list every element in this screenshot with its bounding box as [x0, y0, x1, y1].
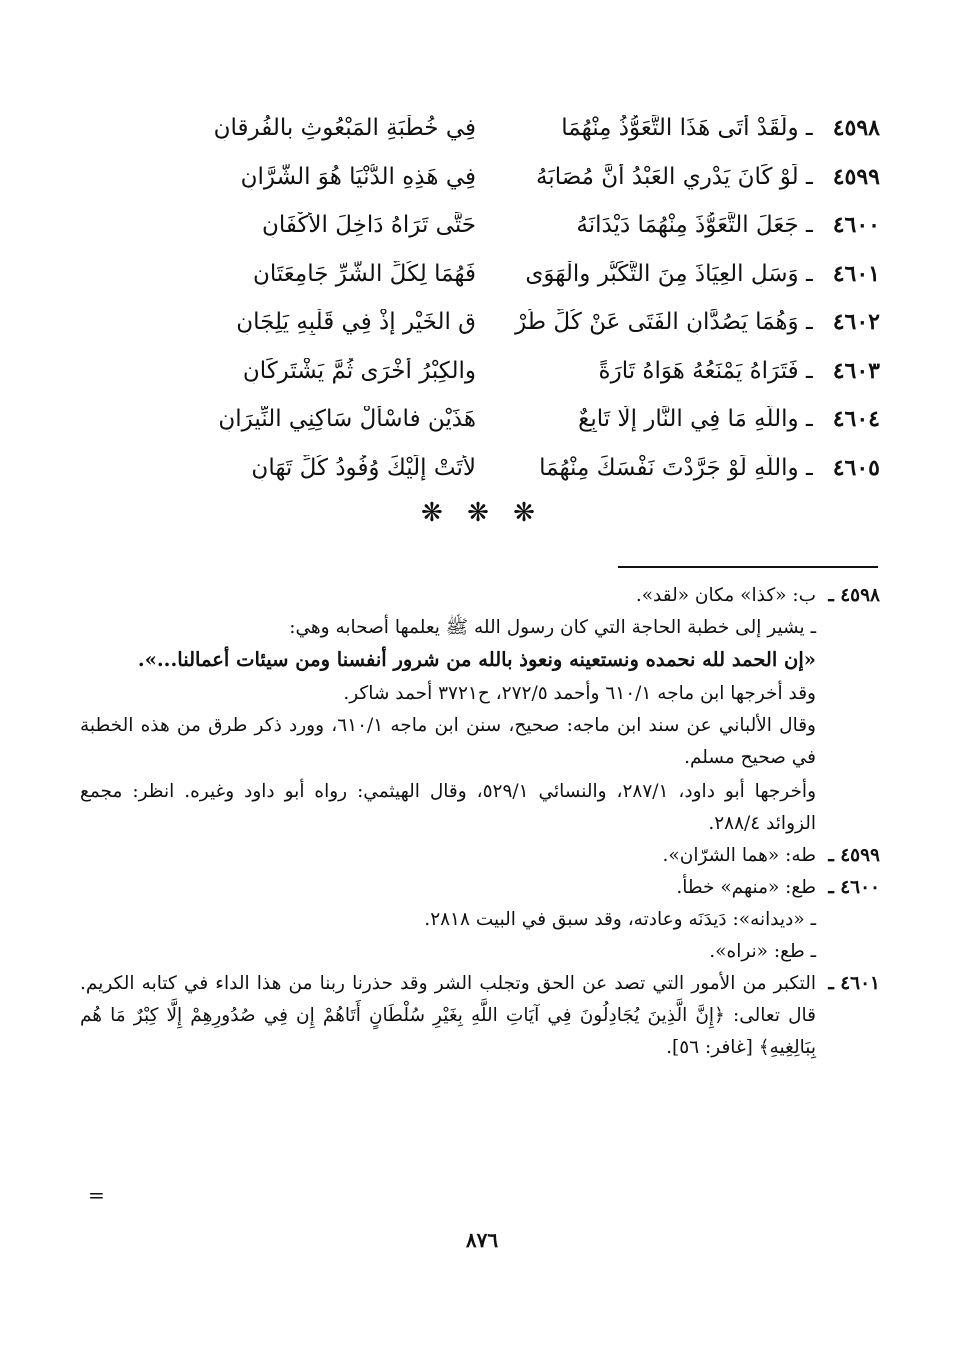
verse-second-hemistich: فِي خُطْبَةِ المَبْعُوثِ بالفُرقانِ: [213, 115, 476, 142]
footnote-subnote: ـ طع: «نراه».: [709, 941, 816, 962]
verse-line: [80, 201, 880, 250]
footnote-text: وقد أخرجها ابن ماجه ٦١٠/١ وأحمد ٢٧٢/٥، ح٣٧٢١ أحمد شاكر.: [343, 683, 816, 704]
footnote-text: وأخرجها أبو داود، ٢٨٧/١، والنسائي ٥٢٩/١، وقال الهيثمي: رواه أبو داود وغيره. انظر: مجمع الزوائد ٢٨٨/٤.: [80, 781, 817, 834]
footnote-text: ب: «كذا» مكان «لقد».: [635, 585, 816, 606]
verse-number: ٤٦٠٠: [832, 212, 880, 239]
verse-first-hemistich: ـ وَهُمَا يَصُدَّانِ الفَتَى عَنْ كُلِّ طُرْ: [515, 309, 813, 336]
verse-first-hemistich: ـ جَعَلَ التَّعَوُّذَ مِنْهُمَا دَيْدَانَهُ: [576, 212, 813, 239]
verse-second-hemistich: والكِبْرُ أُخْرَى ثُمَّ يَشْتَرِكَانِ: [242, 357, 476, 384]
verse-line: [80, 395, 880, 444]
footnote-text: ـ يشير إلى خطبة الحاجة التي كان رسول الله ﷺ يعلمها أصحابه وهي:: [289, 617, 816, 638]
verse-list: [80, 104, 880, 492]
footnote-4599: [80, 840, 880, 872]
page-number: ٨٧٦: [465, 1228, 499, 1252]
verse-first-hemistich: ـ لَوْ كَانَ يَدْرِي العَبْدُ أَنَّ مُصَابَهُ: [535, 163, 813, 190]
verse-number: ٤٦٠٥: [832, 454, 880, 481]
footnote-subnote: ـ «ديدانه»: دَيدَنَه وعادته، وقد سبق في البيت ٢٨١٨.: [424, 909, 816, 930]
footnote-number: ٤٥٩٨ ـ: [828, 585, 880, 606]
footnote-text: وقال الألباني عن سند ابن ماجه: صحيح، سنن ابن ماجه ٦١٠/١، وورد ذكر طرق من هذه الخطبة في صحيح مسلم.: [80, 715, 816, 768]
continuation-mark: =: [88, 1183, 105, 1207]
verse-second-hemistich: فَهُمَا لِكُلِّ الشَّرِّ جَامِعَتَانِ: [252, 260, 476, 287]
footnote-divider: [618, 566, 878, 568]
verse-first-hemistich: ـ ولَقَدْ أَتَى هَذَا التَّعَوُّذُ مِنْهُمَا: [561, 115, 813, 142]
verse-number: ٤٦٠١: [832, 260, 880, 287]
verse-second-hemistich: فِي هَذِهِ الدُّنْيَا هُوَ الشَّرَّانِ: [240, 163, 476, 190]
footnote-number: ٤٦٠٠ ـ: [828, 877, 880, 898]
verse-first-hemistich: ـ واللّهِ مَا فِي النَّارِ إِلَّا تَابِعٌ: [578, 406, 813, 433]
verse-second-hemistich: قِ الخَيْرِ إِذْ فِي قَلْبِهِ يَلِجَانِ: [236, 309, 476, 336]
verse-number: ٤٦٠٢: [832, 309, 880, 336]
verse-line: [80, 298, 880, 347]
footnote-text: التكبر من الأمور التي تصد عن الحق وتجلب الشر وقد حذرنا ربنا من هذا الداء في كتابه الكريم. قال تعالى: ﴿إِنَّ الَّذِينَ يُجَادِلُونَ فِي آيَاتِ اللَّهِ بِغَيْرِ سُلْطَانٍ أَتَاهُمْ إِن فِي صُدُورِهِمْ إِلَّا كِبْرٌ مَا هُم بِبَالِغِيهِ﴾ [غافر: ٥٦].: [80, 973, 816, 1058]
verse-number: ٤٦٠٤: [832, 406, 880, 433]
verse-line: [80, 444, 880, 493]
verse-first-hemistich: ـ وَسَلِ العِيَاذَ مِنَ التَّكَبُّرِ والْهَوَى: [525, 260, 813, 287]
footnote-text: طع: «منهم» خطأ.: [676, 877, 816, 898]
verse-first-hemistich: ـ فَتَرَاهُ يَمْنَعُهُ هَوَاهُ تَارَةً: [598, 357, 813, 384]
footnotes: [80, 580, 880, 1064]
verse-line: [80, 250, 880, 299]
section-separator-stars: ❋ ❋ ❋: [421, 498, 543, 528]
footnote-4600: [80, 872, 880, 968]
verse-line: [80, 153, 880, 202]
verse-first-hemistich: ـ واللّهِ لَوْ جَرَّدْتَ نَفْسَكَ مِنْهُمَا: [539, 454, 813, 481]
verse-second-hemistich: لأَتَتْ إِلَيْكَ وُفُودُ كُلِّ تَهَانِ: [251, 454, 476, 481]
hadith-quote: «إن الحمد لله نحمده ونستعينه ونعوذ بالله من شرور أنفسنا ومن سيئات أعمالنا...».: [137, 648, 816, 671]
verse-second-hemistich: حَتَّى تَرَاهُ دَاخِلَ الأَكْفَانِ: [261, 212, 476, 239]
verse-second-hemistich: هَذَيْنِ فاسْأَلْ سَاكِنِي النِّيرَانِ: [218, 406, 476, 433]
verse-number: ٤٥٩٩: [832, 163, 880, 190]
footnote-number: ٤٥٩٩ ـ: [828, 845, 880, 866]
footnote-4601: [80, 968, 880, 1064]
footnote-4598: [80, 580, 880, 612]
footnote-text: طه: «هما الشرّان».: [662, 845, 816, 866]
verse-line: [80, 347, 880, 396]
footnote-4598-continued: [80, 612, 880, 840]
verse-number: ٤٦٠٣: [832, 357, 880, 384]
verse-line: [80, 104, 880, 153]
footnote-number: ٤٦٠١ ـ: [828, 973, 880, 994]
verse-number: ٤٥٩٨: [832, 115, 880, 142]
